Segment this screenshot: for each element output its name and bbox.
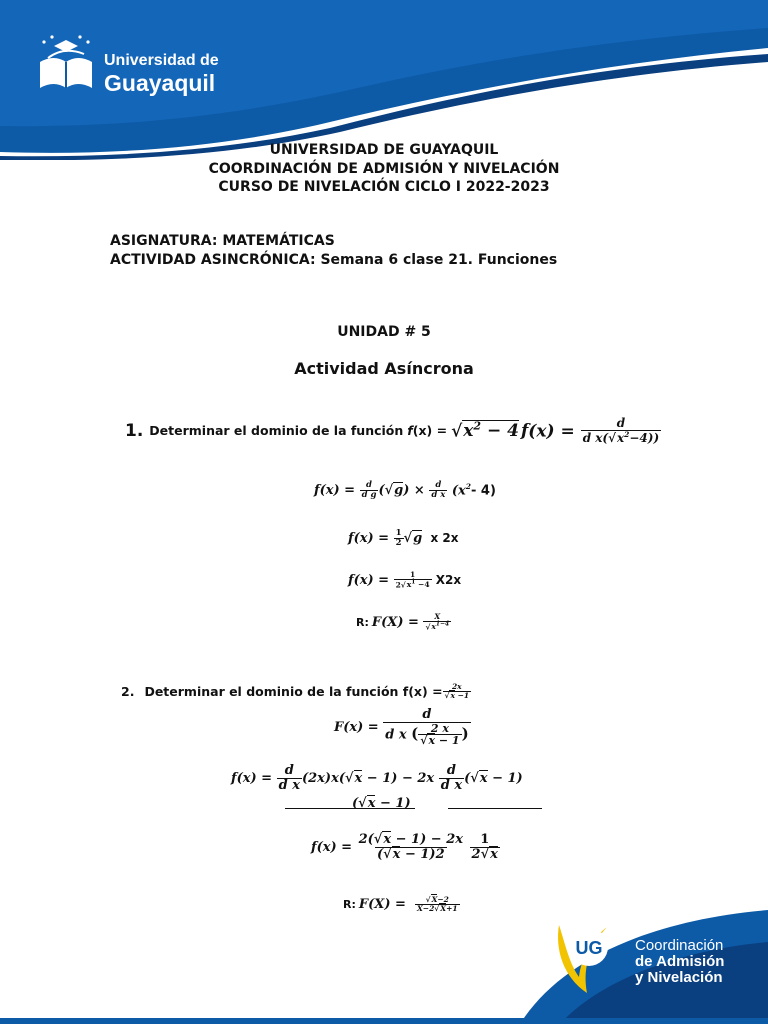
question-1-derivative: $\frac{d}{d x(√x^2-4))}$ xyxy=(582,416,660,445)
q2-step-2: f(x) = $\frac{d}{\text{d x}}$ (2x)x(√x − 1) − 2x $\frac{d}{\text{d x}}$ (√x − 1) xyxy=(231,763,523,793)
university-emblem-icon xyxy=(34,32,98,96)
header-line-2: COORDINACIÓN DE ADMISIÓN Y NIVELACIÓN xyxy=(208,161,560,177)
q2-step-3: f(x) = $\frac{2(√x - 1) - 2x}{(√x - 1)2}$ $\frac{1}{2√x}$ xyxy=(311,832,498,862)
q1-step-1: f(x) = $\frac{d}{\text{d g}}$ (√g) × $\frac{d}{\text{d x}}$ ($x^2-$ 4) xyxy=(314,480,496,500)
activity-label: ACTIVIDAD ASINCRÓNICA: xyxy=(110,252,316,268)
logo-text-line1: Universidad de xyxy=(104,52,219,69)
question-1-number: 1. xyxy=(125,420,144,441)
question-2-number: 2. xyxy=(121,683,135,699)
footer-logo-line3: y Nivelación xyxy=(635,969,723,986)
footer-logo xyxy=(553,917,753,1002)
q2-step-2-denominator: (√x − 1) xyxy=(352,796,411,811)
header-line-3: CURSO DE NIVELACIÓN CICLO I 2022-2023 xyxy=(218,179,550,195)
q2-step-1: F(x) = d d x ( $\frac{2 x}{√x - 1}$ ) xyxy=(334,707,469,748)
q2-answer-label: R: xyxy=(343,897,356,911)
footer-logo-line2: de Admisión xyxy=(635,953,725,970)
question-1-text: Determinar el dominio de la función xyxy=(149,423,404,439)
question-1-formula: $√x^2 - 4$ f(x) = xyxy=(451,419,575,442)
q1-step-2: f(x) = $\frac{1}{2}$ √g x 2x xyxy=(348,528,459,548)
ug-emblem-icon xyxy=(553,919,619,997)
fraction-bar-left xyxy=(285,808,415,809)
activity-title: Actividad Asíncrona xyxy=(294,359,474,378)
q1-step-3: f(x) = $\frac{1}{2√x^1 -4}$ X2x xyxy=(348,570,462,590)
logo-text-line2: Guayaquil xyxy=(104,70,216,96)
unit-title: UNIDAD # 5 xyxy=(337,324,431,340)
activity-line xyxy=(110,252,557,268)
subject-label: ASIGNATURA: MATEMÁTICAS xyxy=(110,233,335,249)
footer-logo-line1: Coordinación xyxy=(635,937,724,954)
university-logo xyxy=(34,30,224,100)
q1-answer-label: R: xyxy=(356,615,369,629)
q2-answer: R: F(X) = $\frac{√X-2}{X-2√X+1}$ xyxy=(343,895,458,913)
question-1 xyxy=(125,417,661,444)
svg-text:UG: UG xyxy=(575,938,603,958)
fraction-bar-right xyxy=(448,808,542,809)
question-1-fx: f(x) = xyxy=(407,423,448,439)
question-2 xyxy=(121,683,471,700)
question-2-fraction: $\frac{2x}{√x -1}$ xyxy=(444,682,470,700)
activity-value: Semana 6 clase 21. Funciones xyxy=(320,252,558,268)
header-line-1: UNIVERSIDAD DE GUAYAQUIL xyxy=(269,142,499,158)
question-2-text: Determinar el dominio de la función f(x) = xyxy=(144,683,443,699)
q1-answer: R: F(X) = $\frac{X}{√x^{1-4}}$ xyxy=(356,612,450,632)
